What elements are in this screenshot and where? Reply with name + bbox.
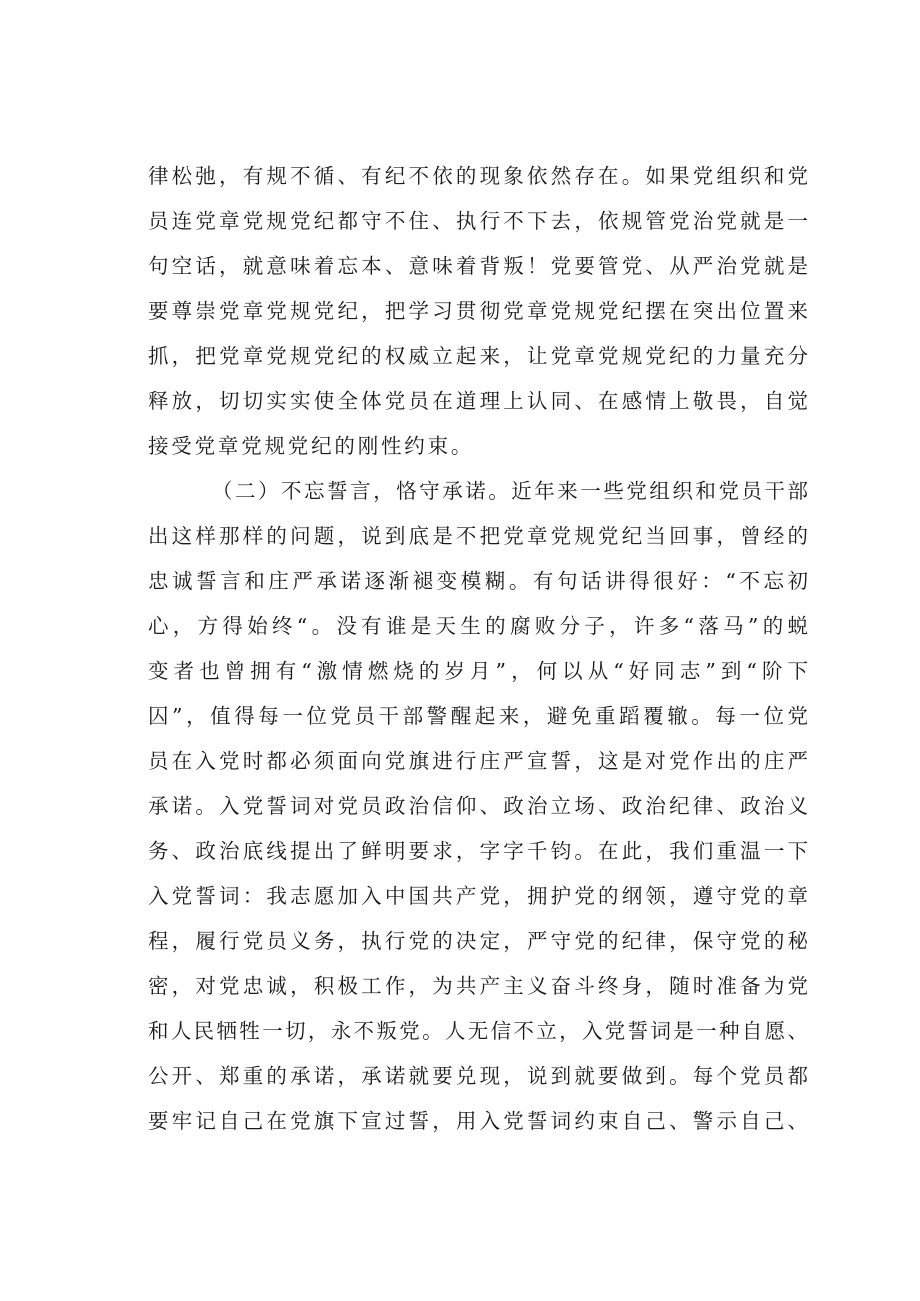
paragraph-heading-line: （二）不忘誓言，恪守承诺。近年来一些党组织和党员干部 — [212, 479, 808, 503]
text-line: 抓，把党章党规党纪的权威立起来，让党章党规党纪的力量充分 — [148, 344, 808, 368]
text-line: 员连党章党规党纪都守不住、执行不下去，依规管党治党就是一 — [148, 209, 808, 233]
text-line: 承诺。入党誓词对党员政治信仰、政治立场、政治纪律、政治义 — [148, 794, 808, 818]
text-line: 忠诚誓言和庄严承诺逐渐褪变模糊。有句话讲得很好：“不忘初 — [148, 569, 808, 593]
text-line: 密，对党忠诚，积极工作，为共产主义奋斗终身，随时准备为党 — [148, 974, 808, 998]
text-line: 囚”，值得每一位党员干部警醒起来，避免重蹈覆辙。每一位党 — [148, 704, 808, 728]
body-text — [148, 154, 808, 1144]
text-line: 和人民牺牲一切，永不叛党。人无信不立，入党誓词是一种自愿、 — [148, 1019, 808, 1043]
text-line: 接受党章党规党纪的刚性约束。 — [148, 434, 475, 458]
text-line: 出这样那样的问题，说到底是不把党章党规党纪当回事，曾经的 — [148, 524, 808, 548]
text-line: 要牢记自己在党旗下宣过誓，用入党誓词约束自己、警示自己、 — [148, 1109, 808, 1133]
text-line: 变者也曾拥有“激情燃烧的岁月”，何以从“好同志”到“阶下 — [148, 659, 808, 683]
text-line: 程，履行党员义务，执行党的决定，严守党的纪律，保守党的秘 — [148, 929, 808, 953]
text-line: 入党誓词：我志愿加入中国共产党，拥护党的纲领，遵守党的章 — [148, 884, 808, 908]
text-line: 心，方得始终“。没有谁是天生的腐败分子，许多“落马”的蜕 — [148, 614, 808, 638]
text-line: 要尊崇党章党规党纪，把学习贯彻党章党规党纪摆在突出位置来 — [148, 299, 808, 323]
text-line: 公开、郑重的承诺，承诺就要兑现，说到就要做到。每个党员都 — [148, 1064, 808, 1088]
text-line: 释放，切切实实使全体党员在道理上认同、在感情上敬畏，自觉 — [148, 389, 808, 413]
text-line: 员在入党时都必须面向党旗进行庄严宣誓，这是对党作出的庄严 — [148, 749, 808, 773]
text-line: 律松弛，有规不循、有纪不依的现象依然存在。如果党组织和党 — [148, 164, 808, 188]
text-line: 务、政治底线提出了鲜明要求，字字千钧。在此，我们重温一下 — [148, 839, 808, 863]
text-line: 句空话，就意味着忘本、意味着背叛！党要管党、从严治党就是 — [148, 254, 808, 278]
paragraph-1 — [148, 154, 808, 469]
paragraph-2 — [148, 469, 808, 1144]
